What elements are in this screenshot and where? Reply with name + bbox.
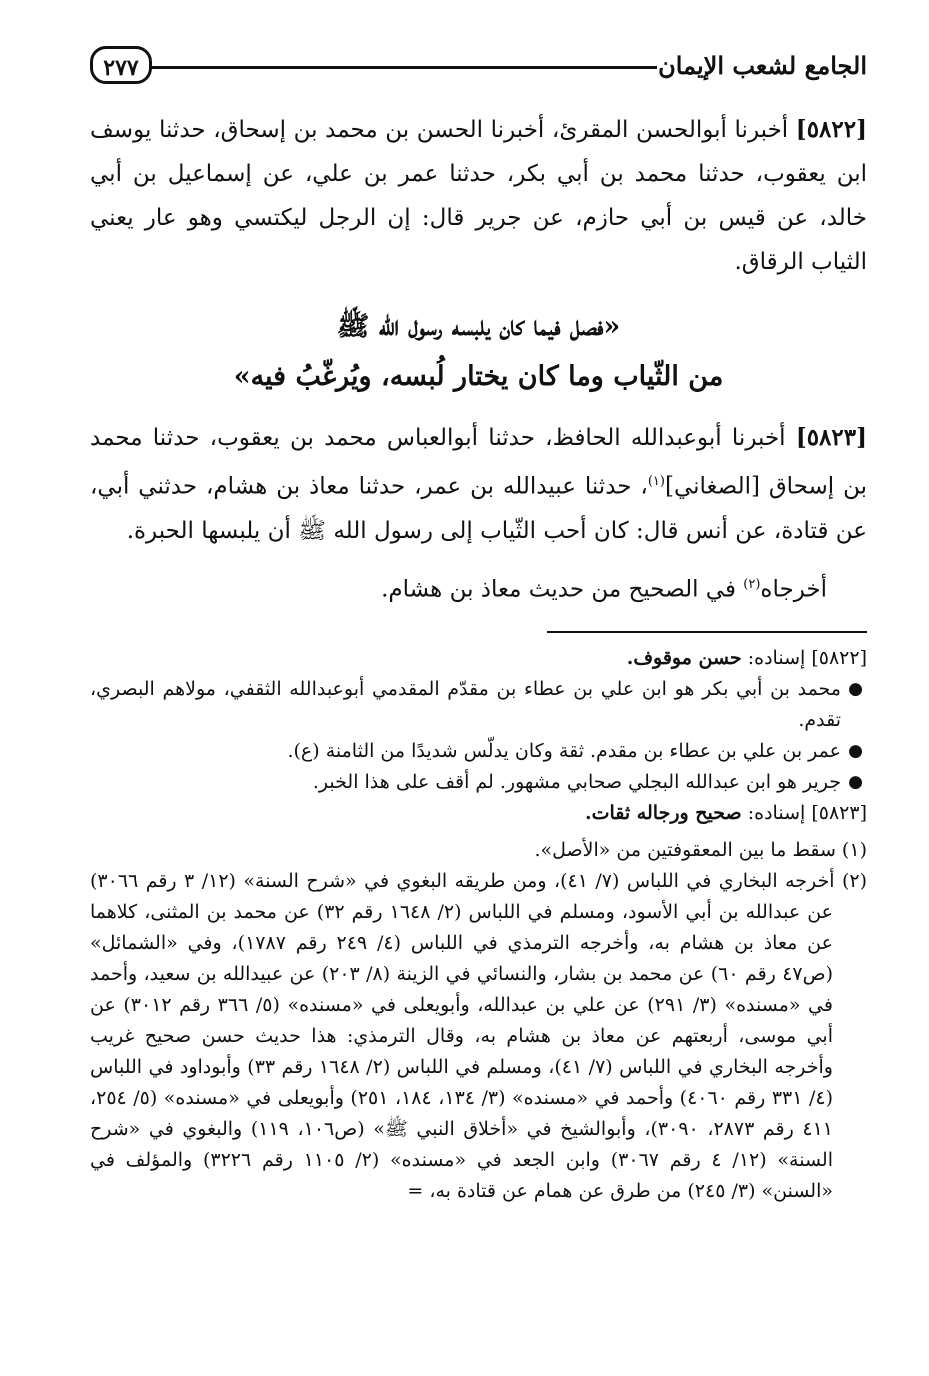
footnote-5823-grade [90,798,867,829]
hadith-number: [٥٨٢٢] [795,116,867,143]
hadith-number: [٥٨٢٣] [795,424,868,451]
list-item [90,736,867,767]
section-title-line-1: «فصل فيما كان يلبسه رسول الله ﷺ [336,311,621,342]
page-number: ٢٧٧ [90,46,152,84]
footnote-1: (١) سقط ما بين المعقوفتين من «الأصل». [534,839,867,862]
narrator-note-text: جرير هو ابن عبدالله البجلي صحابي مشهور. لم أقف على هذا الخبر. [312,771,841,794]
footnote-ref-2: (٢) [743,576,761,592]
footnote-number: [٥٨٢٢] [811,647,867,670]
hadith-text-part-2: ، حدثنا عبيدالله بن عمر، حدثنا معاذ بن هشام، حدثني أبي، عن قتادة، عن أنس قال: كان أحب الثّياب إلى رسول الله ﷺ أن يلبسها الحبرة. [90,473,867,544]
list-item [90,767,867,798]
narrator-notes [90,674,867,798]
bullet-icon: ● [848,772,863,793]
page-header [90,40,867,98]
isnad-label: إسناده: [747,802,806,825]
footnote-rule [547,631,867,633]
footnote-ref-1: (١) [647,474,665,489]
takhrij-text-part-1: أخرجاه [760,576,827,603]
running-title: الجامع لشعب الإيمان [658,51,867,80]
header-rule [150,66,657,69]
takhrij-line [90,563,867,612]
hadith-text: أخبرنا أبوالحسن المقرئ، أخبرنا الحسن بن محمد بن إسحاق، حدثنا يوسف ابن يعقوب، حدثنا محمد بن أبي بكر، حدثنا عمر بن علي، عن إسماعيل بن أبي خالد، عن قيس بن أبي حازم، عن جرير قال: إن الرجل ليكتسي وهو عار يعني الثياب الرقاق. [90,117,867,275]
takhrij-text-part-2: في الصحيح من حديث معاذ بن هشام. [381,576,744,603]
bullet-icon: ● [848,741,863,762]
isnad-grade: حسن موقوف. [626,647,742,670]
narrator-note-text: عمر بن علي بن عطاء بن مقدم. ثقة وكان يدلّس شديدًا من الثامنة (ع). [287,740,841,763]
hadith-text-part-1: أخبرنا أبوعبدالله الحافظ، حدثنا أبوالعباس محمد بن يعقوب، حدثنا محمد بن إسحاق [الصغاني] [90,425,867,500]
footnote-number: [٥٨٢٣] [811,802,867,825]
isnad-label: إسناده: [747,647,806,670]
list-item [90,674,867,736]
hadith-5822 [90,108,867,284]
footnote-5822-grade [90,643,867,674]
book-page [90,40,867,1336]
isnad-grade: صحيح ورجاله ثقات. [585,802,742,825]
section-title-line-2: من الثّياب وما كان يختار لُبسه، ويُرغّبُ فيه» [233,361,724,392]
footnote-2: (٢) أخرجه البخاري في اللباس (٧/ ٤١)، ومن طريقه البغوي في «شرح السنة» (١٢/ ٣ رقم ٣٠٦٦) عن عبدالله بن أبي الأسود، ومسلم في اللباس (٢/ ١٦٤٨ رقم ٣٢) عن محمد بن المثنى، كلاهما عن معاذ بن هشام به، وأخرجه الترمذي في اللباس (٤/ ٢٤٩ رقم ١٧٨٧)، وفي «الشمائل» (ص٤٧ رقم ٦٠) عن محمد بن بشار، والنسائي في الزينة (٨/ ٢٠٣) عن عبيدالله بن سعيد، وأحمد في «مسنده» (٣/ ٢٩١) عن علي بن عبدالله، وأبويعلى في «مسنده» (٥/ ٣٦٦ رقم ٣٠١٢) عن أبي موسى، أربعتهم عن معاذ بن هشام به، وقال الترمذي: هذا حديث حسن صحيح غريب وأخرجه البخاري في اللباس (٧/ ٤١)، ومسلم في اللباس (٢/ ١٦٤٨ رقم ٣٣) وأبوداود في اللباس (٤/ ٣٣١ رقم ٤٠٦٠) وأحمد في «مسنده» (٣/ ١٣٤، ١٨٤، ٢٥١) وأبويعلى في «مسنده» (٥/ ٢٥٤، ٤١١ رقم ٢٨٧٣، ٣٠٩٠)، وأبوالشيخ في «أخلاق النبي ﷺ» (ص١٠٦، ١١٩) والبغوي في «شرح السنة» (١٢/ ٤ رقم ٣٠٦٧) وابن الجعد في «مسنده» (٢/ ١١٠٥ رقم ٣٢٢٦) والمؤلف في «السنن» (٣/ ٢٤٥) من طرق عن همام عن قتادة به، = [90,870,867,1203]
narrator-note-text: محمد بن أبي بكر هو ابن علي بن عطاء بن مقدّم المقدمي أبوعبدالله الثقفي، مولاهم البصري، تقدم. [90,678,841,732]
hadith-5823 [90,416,867,553]
bullet-icon: ● [848,679,863,700]
section-title [90,302,867,402]
